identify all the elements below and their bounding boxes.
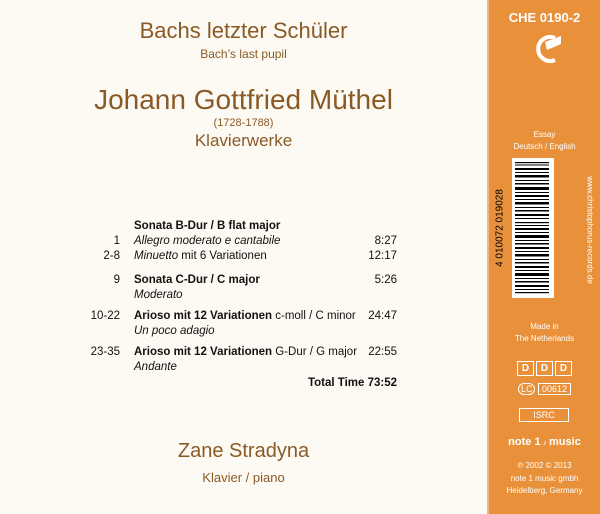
track-duration: 8:27 [374, 235, 397, 247]
track-row [0, 346, 487, 360]
copyright-line: ℗ 2002 © 2013 [517, 461, 572, 470]
track-number: 23-35 [90, 346, 120, 358]
track-tempo: Un poco adagio [134, 325, 215, 337]
track-row [0, 250, 487, 264]
performer-instrument: Klavier / piano [202, 470, 285, 485]
track-number: 9 [113, 274, 120, 286]
composer-name: Johann Gottfried Müthel [94, 84, 393, 115]
track-duration: 22:55 [368, 346, 397, 358]
ddd-badge: D D D [489, 358, 600, 376]
track-row [0, 220, 487, 234]
christophorus-logo-icon [533, 34, 563, 64]
spine-panel [489, 0, 600, 514]
track-duration: 12:17 [368, 250, 397, 262]
track-row [0, 274, 487, 288]
barcode-icon [512, 158, 554, 298]
performer-name: Zane Stradyna [177, 440, 310, 462]
track-title: Arioso mit 12 Variationen G-Dur / G major [134, 346, 358, 358]
track-number: 2-8 [103, 250, 120, 262]
essay-label: Essay [533, 130, 556, 139]
barcode-digits: 4 010072 019028 [494, 189, 506, 267]
label-logo: note 1 ♪ music [508, 436, 581, 448]
total-time: Total Time 73:52 [307, 377, 397, 389]
lc-code: LC 00612 [489, 383, 600, 395]
track-duration: 5:26 [374, 274, 397, 286]
work-title: Klavierwerke [194, 131, 293, 150]
track-tempo: Andante [134, 361, 177, 373]
track-row [0, 289, 487, 303]
track-duration: 24:47 [368, 310, 397, 322]
isrc-badge: ISRC [519, 408, 569, 422]
track-title: Minuetto mit 6 Variationen [134, 250, 267, 262]
catalog-number: CHE 0190-2 [508, 10, 581, 25]
track-title: Sonata B-Dur / B flat major [134, 220, 281, 232]
track-number: 1 [113, 235, 120, 247]
album-subtitle: Bach’s last pupil [200, 47, 287, 61]
track-row [0, 361, 487, 375]
album-title: Bachs letzter Schüler [139, 18, 348, 43]
track-number: 10-22 [90, 310, 120, 322]
track-title: Sonata C-Dur / C major [134, 274, 260, 286]
company-city: Heidelberg, Germany [506, 486, 583, 495]
track-title: Allegro moderato e cantabile [134, 235, 281, 247]
track-title: Arioso mit 12 Variationen c-moll / C minor [134, 310, 356, 322]
track-tempo: Moderato [134, 289, 183, 301]
track-row [0, 310, 487, 324]
company-name: note 1 music gmbh [510, 474, 579, 483]
website-url: www.christophorus-records.de [585, 176, 595, 284]
essay-languages: Deutsch / English [513, 142, 576, 151]
total-time-row [0, 377, 487, 391]
composer-dates: (1728-1788) [213, 117, 274, 129]
track-row [0, 235, 487, 249]
made-in-label: Made in [530, 322, 559, 331]
country-label: The Netherlands [514, 334, 575, 343]
track-row [0, 325, 487, 339]
